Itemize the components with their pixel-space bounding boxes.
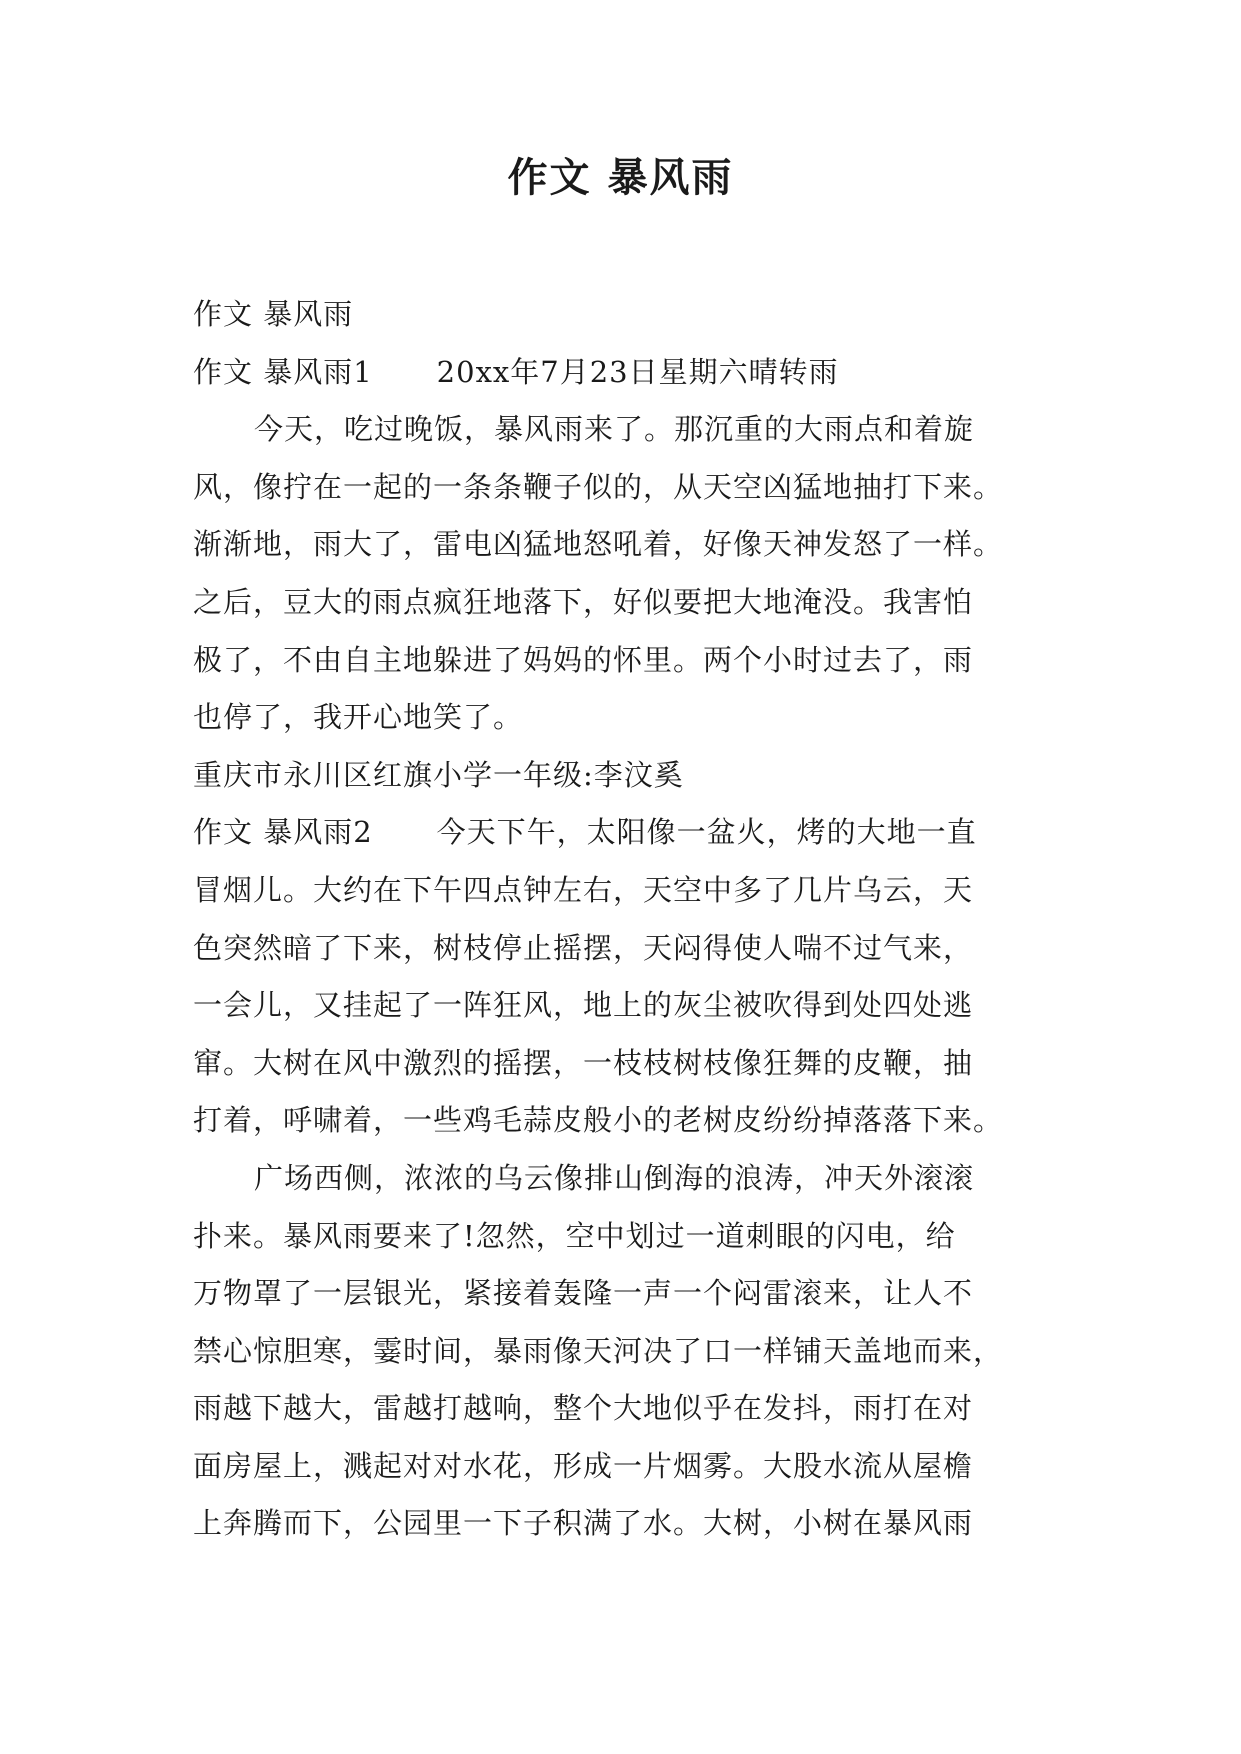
essay1-author: 重庆市永川区红旗小学一年级:李汶奚 — [193, 757, 684, 792]
essay2-line: 一会儿，又挂起了一阵狂风，地上的灰尘被吹得到处四处逃 — [193, 988, 974, 1023]
document-body — [193, 286, 1053, 1553]
essay2-p2-line: 雨越下越大，雷越打越响，整个大地似乎在发抖，雨打在对 — [193, 1391, 974, 1426]
essay1-line: 渐渐地，雨大了，雷电凶猛地怒吼着，好像天神发怒了一样。 — [193, 527, 1004, 562]
essay1-line: 之后，豆大的雨点疯狂地落下，好似要把大地淹没。我害怕 — [193, 584, 974, 619]
essay1-line: 风，像拧在一起的一条条鞭子似的，从天空凶猛地抽打下来。 — [193, 469, 1004, 504]
essay2-heading-label: 作文 暴风雨2 — [193, 815, 373, 850]
subtitle-line: 作文 暴风雨 — [193, 297, 354, 331]
essay1-line: 极了，不由自主地躲进了妈妈的怀里。两个小时过去了，雨 — [193, 642, 974, 677]
essay2-p2-line: 面房屋上，溅起对对水花，形成一片烟雾。大股水流从屋檐 — [193, 1448, 974, 1483]
essay2-first-line: 今天下午，太阳像一盆火，烤的大地一直 — [436, 815, 977, 850]
essay2-heading — [193, 804, 1053, 862]
essay2-p2-line: 万物罩了一层银光，紧接着轰隆一声一个闷雷滚来，让人不 — [193, 1276, 974, 1311]
essay1-line: 也停了，我开心地笑了。 — [193, 700, 524, 735]
essay1-heading-label: 作文 暴风雨1 — [193, 354, 373, 389]
essay2-line: 打着，呼啸着，一些鸡毛蒜皮般小的老树皮纷纷掉落落下来。 — [193, 1103, 1004, 1138]
document-title: 作文 暴风雨 — [507, 154, 734, 201]
essay2-p2-line: 上奔腾而下，公园里一下子积满了水。大树，小树在暴风雨 — [193, 1506, 974, 1541]
essay2-p2-line: 禁心惊胆寒，霎时间，暴雨像天河决了口一样铺天盖地而来， — [193, 1333, 1004, 1368]
essay1-heading — [193, 344, 1053, 402]
essay2-line: 窜。大树在风中激烈的摇摆，一枝枝树枝像狂舞的皮鞭，抽 — [193, 1045, 974, 1080]
essay1-line: 今天，吃过晚饭，暴风雨来了。那沉重的大雨点和着旋 — [254, 412, 975, 447]
essay2-p2-line: 扑来。暴风雨要来了!忽然，空中划过一道刺眼的闪电，给 — [193, 1218, 956, 1253]
essay1-heading-date: 20xx年7月23日星期六晴转雨 — [436, 354, 839, 389]
essay2-line: 冒烟儿。大约在下午四点钟左右，天空中多了几片乌云，天 — [193, 872, 974, 907]
essay2-line: 色突然暗了下来，树枝停止摇摆，天闷得使人喘不过气来， — [193, 930, 974, 965]
essay2-p2-line: 广场西侧，浓浓的乌云像排山倒海的浪涛，冲天外滚滚 — [254, 1160, 975, 1195]
